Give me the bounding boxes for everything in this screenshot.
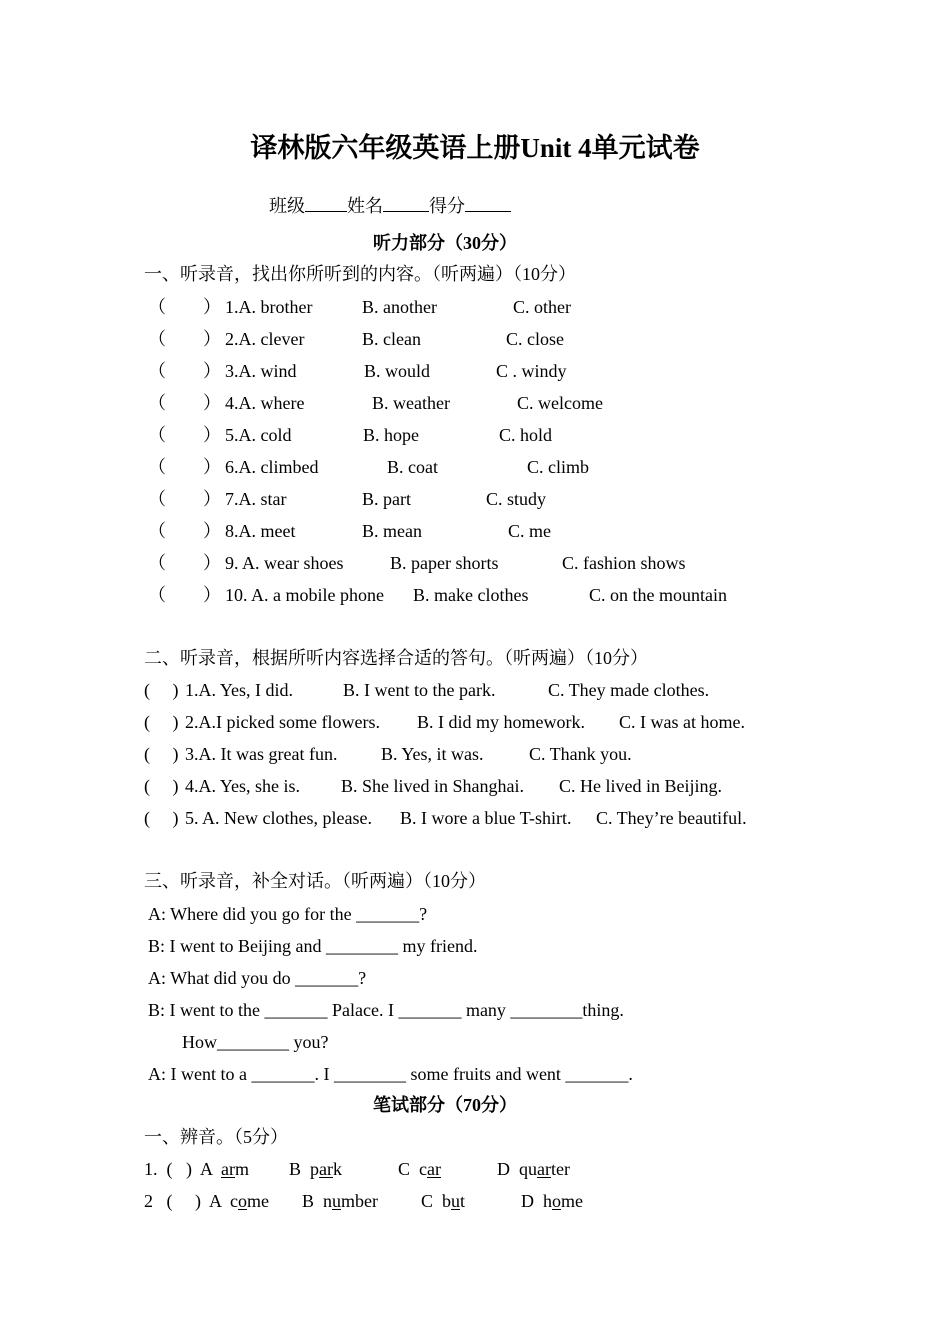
underlined-letters: ar [319,1159,333,1179]
student-info-line [260,177,511,215]
option-a-suffix: me [247,1191,269,1211]
answer-paren-close: ） [203,457,221,477]
answer-paren-open[interactable]: （ [148,361,166,381]
option-a: 3.A. It was great fun. [185,744,338,764]
option-b: B. I did my homework. [417,712,585,732]
page-title: 译林版六年级英语上册Unit 4单元试卷 [250,133,700,163]
option-c-suffix: t [460,1191,466,1211]
option-d-prefix: D qu [497,1159,537,1179]
option-d-suffix: ter [550,1159,570,1179]
option-c: C. study [486,489,547,509]
option-c-prefix: C b [421,1191,452,1211]
underlined-letters: u [332,1191,342,1211]
answer-paren-open[interactable]: （ [148,457,166,477]
score-blank[interactable] [465,195,511,212]
answer-paren[interactable]: ( ) [144,808,179,828]
option-a: 10. A. a mobile phone [225,585,384,605]
dialogue-line: A: I went to a _______. I ________ some fruits and went _______. [148,1064,633,1084]
class-label: 班级 [269,196,305,216]
option-c [398,1160,441,1178]
option-c: C. climb [527,457,589,477]
option-b: B. weather [372,393,450,413]
option-b: B. Yes, it was. [381,744,484,764]
answer-paren-open[interactable]: （ [148,425,166,445]
answer-paren-open[interactable]: （ [148,393,166,413]
option-a: 6.A. climbed [225,457,319,477]
option-b: B. I went to the park. [343,680,496,700]
option-c: C. He lived in Beijing. [559,776,722,796]
option-b: B. another [362,297,437,317]
underlined-letters: ar [221,1159,235,1179]
option-b-prefix: B n [302,1191,333,1211]
option-b: B. part [362,489,411,509]
answer-paren-close: ） [203,553,221,573]
option-a: 9. A. wear shoes [225,553,344,573]
underlined-letters: o [238,1191,247,1211]
option-c: C. Thank you. [529,744,632,764]
answer-paren[interactable]: ( ) [144,776,179,796]
underlined-letters: ar [537,1159,551,1179]
answer-paren[interactable]: ( ) [144,680,179,700]
option-d-prefix: D h [521,1191,552,1211]
option-b: B. clean [362,329,421,349]
dialogue-line: B: I went to Beijing and ________ my friend. [148,936,478,956]
option-b: B. hope [363,425,419,445]
underlined-letters: ar [427,1159,441,1179]
option-b: B. mean [362,521,422,541]
option-a: 5. A. New clothes, please. [185,808,372,828]
listening-part3-heading: 三、听录音，补全对话。（听两遍）（10分） [144,871,486,891]
option-b [289,1160,342,1178]
option-a [209,1192,269,1210]
answer-paren-close: ） [203,329,221,349]
listening-section-header: 听力部分（30分） [373,233,517,253]
answer-paren-close: ） [203,361,221,381]
option-a: 2.A.I picked some flowers. [185,712,380,732]
option-b [302,1192,378,1210]
answer-paren-close: ） [203,393,221,413]
question-number-paren[interactable]: 2 ( ) [144,1191,201,1211]
dialogue-line: A: Where did you go for the _______? [148,904,428,924]
written-section-header: 笔试部分（70分） [373,1095,517,1115]
option-a: 7.A. star [225,489,287,509]
option-c: C. me [508,521,551,541]
option-a: 4.A. where [225,393,305,413]
option-b: B. would [364,361,431,381]
answer-paren-open[interactable]: （ [148,521,166,541]
option-b: B. I wore a blue T-shirt. [400,808,572,828]
answer-paren-close: ） [203,489,221,509]
answer-paren-close: ） [203,585,221,605]
option-a: 1.A. Yes, I did. [185,680,294,700]
option-c: C. fashion shows [562,553,686,573]
option-b-suffix: k [333,1159,342,1179]
option-a: 1.A. brother [225,297,313,317]
option-a: 5.A. cold [225,425,292,445]
answer-paren[interactable]: ( ) [144,712,179,732]
option-c: C. welcome [517,393,603,413]
option-c [421,1192,465,1210]
option-c: C . windy [496,361,567,381]
option-a: 4.A. Yes, she is. [185,776,301,796]
option-c: C. I was at home. [619,712,745,732]
option-b: B. paper shorts [390,553,499,573]
dialogue-line: How________ you? [182,1032,329,1052]
written-part1-heading: 一、辨音。（5分） [144,1127,288,1147]
option-a: 3.A. wind [225,361,297,381]
listening-part2-heading: 二、听录音，根据所听内容选择合适的答句。（听两遍）（10分） [144,648,648,668]
answer-paren-open[interactable]: （ [148,553,166,573]
answer-paren-close: ） [203,297,221,317]
option-c: C. hold [499,425,553,445]
listening-part1-heading: 一、听录音，找出你所听到的内容。（听两遍）（10分） [144,264,576,284]
answer-paren-open[interactable]: （ [148,585,166,605]
option-c: C. on the mountain [589,585,727,605]
question-number-paren[interactable]: 1. ( ) [144,1159,192,1179]
option-a-prefix: A [200,1159,222,1179]
answer-paren-close: ） [203,521,221,541]
underlined-letters: o [552,1191,561,1211]
dialogue-line: A: What did you do _______? [148,968,367,988]
option-a-prefix: A c [209,1191,238,1211]
option-c-prefix: C c [398,1159,427,1179]
underlined-letters: u [451,1191,461,1211]
option-b: B. coat [387,457,438,477]
score-label: 得分 [429,196,465,216]
answer-paren-open[interactable]: （ [148,297,166,317]
option-b: B. make clothes [413,585,529,605]
option-b-prefix: B p [289,1159,320,1179]
option-a [200,1160,249,1178]
dialogue-line: B: I went to the _______ Palace. I _______ many ________thing. [148,1000,624,1020]
option-a-suffix: m [235,1159,250,1179]
option-c: C. They made clothes. [548,680,710,700]
answer-paren[interactable]: ( ) [144,744,179,764]
name-blank[interactable] [383,195,429,212]
answer-paren-open[interactable]: （ [148,329,166,349]
option-c: C. They’re beautiful. [596,808,747,828]
option-d [497,1160,570,1178]
answer-paren-close: ） [203,425,221,445]
option-b: B. She lived in Shanghai. [341,776,524,796]
answer-paren-open[interactable]: （ [148,489,166,509]
class-blank[interactable] [305,195,347,212]
option-c: C. other [513,297,571,317]
name-label: 姓名 [347,196,383,216]
option-d [521,1192,583,1210]
option-a: 2.A. clever [225,329,305,349]
option-c: C. close [506,329,564,349]
option-d-suffix: me [561,1191,583,1211]
option-b-suffix: mber [341,1191,378,1211]
option-a: 8.A. meet [225,521,296,541]
